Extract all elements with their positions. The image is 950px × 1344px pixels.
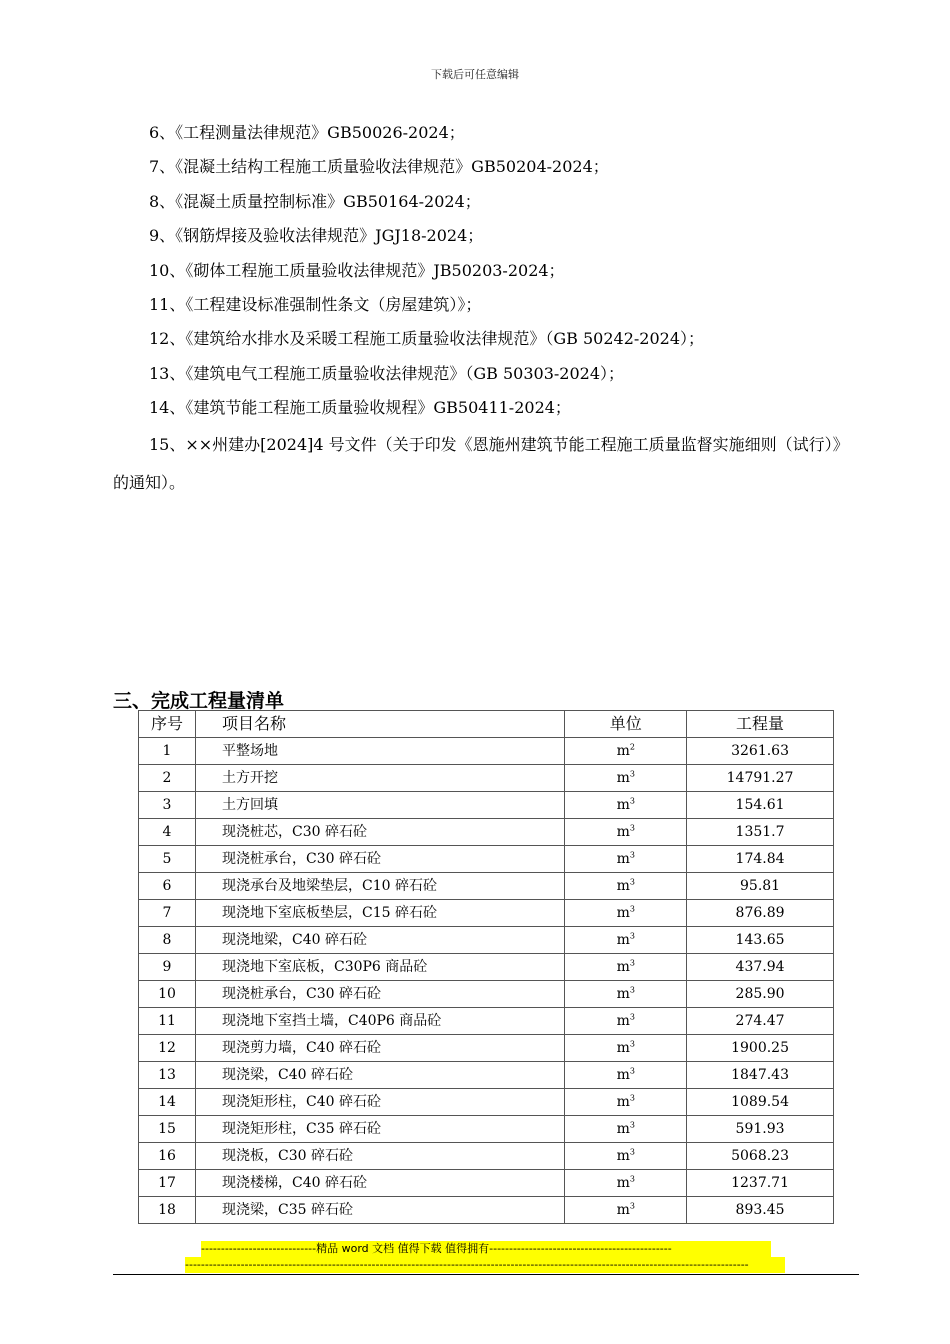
reference-item: 12、《建筑给水排水及采暖工程施工质量验收法律规范》（GB 50242-2024）； <box>149 329 705 349</box>
unit-base: m <box>616 986 630 1002</box>
row-unit <box>565 1197 687 1224</box>
row-quantity: 1900.25 <box>687 1035 834 1062</box>
row-index: 12 <box>139 1035 196 1062</box>
unit-base: m <box>616 905 630 921</box>
unit-exponent: 2 <box>629 742 635 752</box>
unit-base: m <box>616 1067 630 1083</box>
reference-item: 9、《钢筋焊接及验收法律规范》JGJ18-2024； <box>149 226 484 246</box>
reference-item: 10、《砌体工程施工质量验收法律规范》JB50203-2024； <box>149 260 565 280</box>
table-row <box>139 981 834 1008</box>
row-unit <box>565 1062 687 1089</box>
table-row <box>139 765 834 792</box>
unit-exponent: 3 <box>629 931 635 941</box>
table-row <box>139 927 834 954</box>
column-header-quantity: 工程量 <box>687 711 834 738</box>
row-quantity: 876.89 <box>687 900 834 927</box>
row-index: 9 <box>139 954 196 981</box>
reference-item: 11、《工程建设标准强制性条文（房屋建筑）》； <box>149 294 482 314</box>
row-quantity: 154.61 <box>687 792 834 819</box>
row-quantity: 1351.7 <box>687 819 834 846</box>
table-row <box>139 819 834 846</box>
row-index: 3 <box>139 792 196 819</box>
row-item-name: 现浇矩形柱，C35 碎石砼 <box>195 1116 565 1143</box>
row-item-name: 平整场地 <box>195 738 565 765</box>
row-unit <box>565 792 687 819</box>
row-unit <box>565 819 687 846</box>
row-quantity: 3261.63 <box>687 738 834 765</box>
unit-exponent: 3 <box>629 796 635 806</box>
row-unit <box>565 1035 687 1062</box>
row-unit <box>565 765 687 792</box>
footer-banner-line: -----------------------------精品 word 文档 值得下载 值得拥有---------------------------------------------- <box>201 1241 771 1257</box>
row-unit <box>565 1116 687 1143</box>
unit-exponent: 3 <box>629 1174 635 1184</box>
row-index: 15 <box>139 1116 196 1143</box>
unit-base: m <box>616 932 630 948</box>
row-item-name: 现浇剪力墙，C40 碎石砼 <box>195 1035 565 1062</box>
row-item-name: 现浇桩承台，C30 碎石砼 <box>195 981 565 1008</box>
page-header: 下载后可任意编辑 <box>431 68 519 81</box>
unit-exponent: 3 <box>629 1201 635 1211</box>
row-item-name: 现浇地梁，C40 碎石砼 <box>195 927 565 954</box>
row-quantity: 1847.43 <box>687 1062 834 1089</box>
row-quantity: 5068.23 <box>687 1143 834 1170</box>
row-item-name: 现浇承台及地梁垫层，C10 碎石砼 <box>195 873 565 900</box>
reference-item: 8、《混凝土质量控制标准》GB50164-2024； <box>149 191 481 211</box>
row-index: 8 <box>139 927 196 954</box>
unit-base: m <box>616 1040 630 1056</box>
unit-base: m <box>616 1175 630 1191</box>
row-quantity: 14791.27 <box>687 765 834 792</box>
table-row <box>139 1116 834 1143</box>
row-unit <box>565 1008 687 1035</box>
table-row <box>139 1062 834 1089</box>
row-quantity: 893.45 <box>687 1197 834 1224</box>
row-index: 13 <box>139 1062 196 1089</box>
row-item-name: 现浇地下室底板，C30P6 商品砼 <box>195 954 565 981</box>
table-row <box>139 792 834 819</box>
row-unit <box>565 873 687 900</box>
table-body <box>139 738 834 1224</box>
row-item-name: 土方开挖 <box>195 765 565 792</box>
row-index: 1 <box>139 738 196 765</box>
quantity-table <box>138 710 834 1224</box>
row-index: 4 <box>139 819 196 846</box>
row-item-name: 现浇地下室挡土墙，C40P6 商品砼 <box>195 1008 565 1035</box>
unit-base: m <box>616 797 630 813</box>
unit-base: m <box>616 743 630 759</box>
table-row <box>139 954 834 981</box>
table-row <box>139 873 834 900</box>
table-row <box>139 846 834 873</box>
row-unit <box>565 981 687 1008</box>
row-item-name: 现浇桩承台，C30 碎石砼 <box>195 846 565 873</box>
row-index: 17 <box>139 1170 196 1197</box>
table-row <box>139 738 834 765</box>
row-quantity: 1089.54 <box>687 1089 834 1116</box>
unit-base: m <box>616 1202 630 1218</box>
row-quantity: 174.84 <box>687 846 834 873</box>
row-index: 18 <box>139 1197 196 1224</box>
column-header-index: 序号 <box>139 711 196 738</box>
row-index: 6 <box>139 873 196 900</box>
row-unit <box>565 1170 687 1197</box>
reference-list <box>113 116 863 502</box>
reference-item: 6、《工程测量法律规范》GB50026-2024； <box>149 123 465 142</box>
row-index: 5 <box>139 846 196 873</box>
row-quantity: 285.90 <box>687 981 834 1008</box>
footer-banner <box>185 1241 785 1273</box>
row-index: 16 <box>139 1143 196 1170</box>
unit-exponent: 3 <box>629 823 635 833</box>
table-row <box>139 1197 834 1224</box>
column-header-unit: 单位 <box>565 711 687 738</box>
row-index: 7 <box>139 900 196 927</box>
row-quantity: 1237.71 <box>687 1170 834 1197</box>
row-index: 14 <box>139 1089 196 1116</box>
unit-base: m <box>616 878 630 894</box>
row-unit <box>565 846 687 873</box>
row-quantity: 437.94 <box>687 954 834 981</box>
unit-exponent: 3 <box>629 904 635 914</box>
unit-exponent: 3 <box>629 877 635 887</box>
unit-exponent: 3 <box>629 1039 635 1049</box>
row-item-name: 现浇梁，C35 碎石砼 <box>195 1197 565 1224</box>
row-item-name: 现浇楼梯，C40 碎石砼 <box>195 1170 565 1197</box>
unit-base: m <box>616 959 630 975</box>
row-unit <box>565 900 687 927</box>
reference-item: 15、××州建办[2024]4 号文件（关于印发《恩施州建筑节能工程施工质量监督实施细则（试行）》的通知）。 <box>113 434 849 492</box>
row-item-name: 现浇板，C30 碎石砼 <box>195 1143 565 1170</box>
row-unit <box>565 954 687 981</box>
unit-base: m <box>616 1148 630 1164</box>
unit-exponent: 3 <box>629 1066 635 1076</box>
unit-base: m <box>616 1013 630 1029</box>
footer-divider <box>113 1274 859 1275</box>
unit-exponent: 3 <box>629 1147 635 1157</box>
unit-base: m <box>616 824 630 840</box>
row-unit <box>565 738 687 765</box>
row-item-name: 现浇地下室底板垫层，C15 碎石砼 <box>195 900 565 927</box>
row-unit <box>565 1143 687 1170</box>
table-header-row <box>139 711 834 738</box>
row-index: 10 <box>139 981 196 1008</box>
unit-exponent: 3 <box>629 769 635 779</box>
unit-exponent: 3 <box>629 1012 635 1022</box>
unit-exponent: 3 <box>629 1120 635 1130</box>
table-row <box>139 1089 834 1116</box>
unit-base: m <box>616 1094 630 1110</box>
column-header-name: 项目名称 <box>195 711 565 738</box>
row-quantity: 274.47 <box>687 1008 834 1035</box>
row-item-name: 现浇梁，C40 碎石砼 <box>195 1062 565 1089</box>
table-row <box>139 1008 834 1035</box>
row-unit <box>565 1089 687 1116</box>
unit-base: m <box>616 770 630 786</box>
unit-exponent: 3 <box>629 958 635 968</box>
table-row <box>139 900 834 927</box>
row-item-name: 现浇桩芯，C30 碎石砼 <box>195 819 565 846</box>
unit-exponent: 3 <box>629 850 635 860</box>
row-quantity: 95.81 <box>687 873 834 900</box>
reference-item: 14、《建筑节能工程施工质量验收规程》GB50411-2024； <box>149 398 571 418</box>
table-row <box>139 1143 834 1170</box>
row-index: 11 <box>139 1008 196 1035</box>
row-unit <box>565 927 687 954</box>
row-index: 2 <box>139 765 196 792</box>
row-item-name: 土方回填 <box>195 792 565 819</box>
unit-exponent: 3 <box>629 1093 635 1103</box>
row-item-name: 现浇矩形柱，C40 碎石砼 <box>195 1089 565 1116</box>
unit-base: m <box>616 1121 630 1137</box>
table-row <box>139 1035 834 1062</box>
table-row <box>139 1170 834 1197</box>
unit-exponent: 3 <box>629 985 635 995</box>
reference-item: 7、《混凝土结构工程施工质量验收法律规范》GB50204-2024； <box>149 157 609 177</box>
footer-banner-line: ---------------------------------------------------------------------------------------------------------------------------------------------- <box>185 1257 785 1273</box>
unit-base: m <box>616 851 630 867</box>
section-title: 三、完成工程量清单 <box>113 690 285 712</box>
row-quantity: 143.65 <box>687 927 834 954</box>
reference-item: 13、《建筑电气工程施工质量验收法律规范》（GB 50303-2024）； <box>149 363 625 383</box>
row-quantity: 591.93 <box>687 1116 834 1143</box>
